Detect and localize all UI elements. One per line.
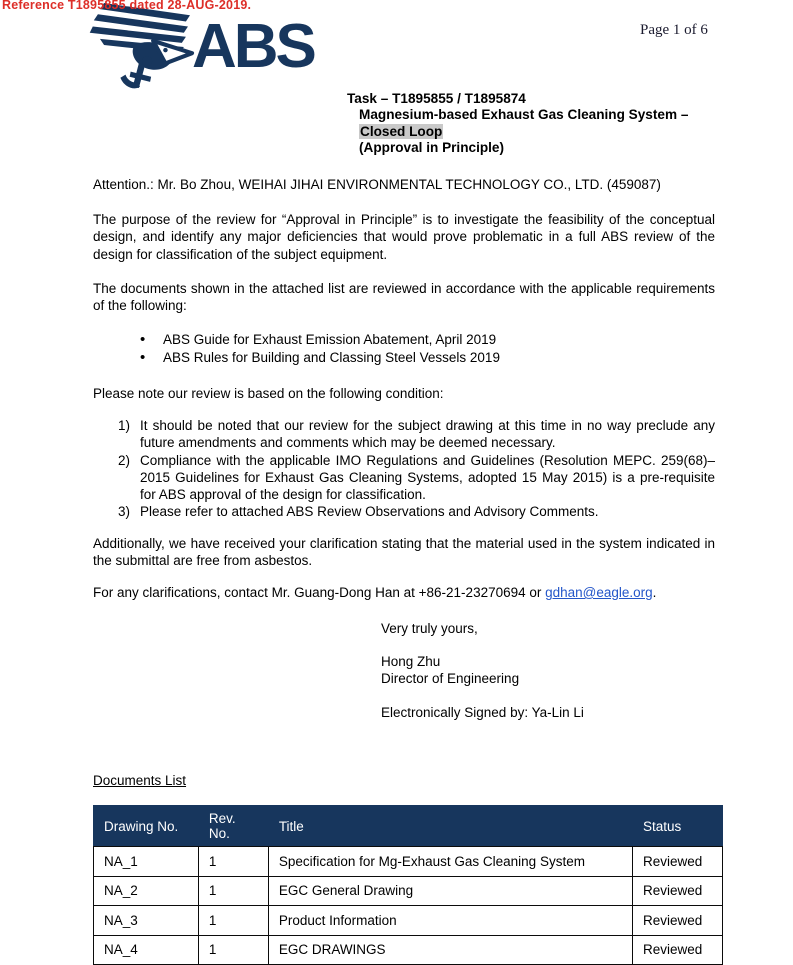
reference-line: Reference T1895855 dated 28-AUG-2019. [2, 0, 252, 12]
list-item: 2) Compliance with the applicable IMO Regulations and Guidelines (Resolution MEPC. 259(68)– 2015 Guidelines for Exhaust Gas Cleaning Systems, adopted 15 May 2015) is a pre-requisite for ABS approval of the design for classification. [118, 452, 715, 503]
paragraph-asbestos: Additionally, we have received your clarification stating that the material used in the system indicated in the submittal are free from asbestos. [93, 536, 715, 569]
column-header-title: Title [268, 806, 632, 847]
documents-table [93, 805, 723, 965]
table-header-row [94, 806, 723, 847]
closing-line: Very truly yours, [381, 621, 478, 636]
cell-title: EGC General Drawing [268, 876, 632, 906]
table-row [94, 847, 723, 877]
cell-status: Reviewed [633, 876, 723, 906]
table-row [94, 935, 723, 965]
column-header-drawing-no: Drawing No. [94, 806, 199, 847]
signature-block [381, 653, 711, 688]
documents-list-heading: Documents List [93, 773, 187, 788]
table-row [94, 906, 723, 936]
cell-status: Reviewed [633, 935, 723, 965]
list-marker: 3) [118, 504, 131, 520]
page-number: Page 1 of 6 [640, 22, 708, 38]
task-system-line: Magnesium-based Exhaust Gas Cleaning System – [359, 107, 689, 123]
task-closed-loop-line [347, 124, 688, 140]
paragraph-contact: For any clarifications, contact Mr. Guang-Dong Han at +86-21-23270694 or gdhan@eagle.org. [93, 585, 657, 600]
signer-name: Hong Zhu [381, 654, 441, 669]
paragraph-documents-reviewed: The documents shown in the attached list are reviewed in accordance with the applicable requirements of the following: [93, 281, 715, 314]
cell-rev-no: 1 [198, 935, 268, 965]
guides-bullet-list [93, 331, 715, 367]
paragraph-condition-intro: Please note our review is based on the following condition: [93, 386, 444, 401]
cell-rev-no: 1 [198, 876, 268, 906]
task-number-line: Task – T1895855 / T1895874 [347, 91, 526, 106]
task-heading [347, 91, 688, 157]
task-approval-line: (Approval in Principle) [359, 140, 505, 156]
cell-status: Reviewed [633, 906, 723, 936]
column-header-rev-no: Rev. No. [198, 806, 268, 847]
cell-rev-no: 1 [198, 906, 268, 936]
cell-drawing-no: NA_4 [94, 935, 199, 965]
cell-title: EGC DRAWINGS [268, 935, 632, 965]
highlighted-text: Closed Loop [360, 123, 443, 139]
table-row [94, 876, 723, 906]
cell-title: Specification for Mg-Exhaust Gas Cleaning System [268, 847, 632, 877]
cell-title: Product Information [268, 906, 632, 936]
column-header-status: Status [633, 806, 723, 847]
list-item: • ABS Guide for Exhaust Emission Abatement, April 2019 [93, 331, 715, 349]
abs-eagle-icon [86, 2, 206, 90]
list-item: 3) Please refer to attached ABS Review Observations and Advisory Comments. [118, 504, 599, 520]
cell-drawing-no: NA_1 [94, 847, 199, 877]
cell-drawing-no: NA_3 [94, 906, 199, 936]
attention-line: Attention.: Mr. Bo Zhou, WEIHAI JIHAI ENVIRONMENTAL TECHNOLOGY CO., LTD. (459087) [93, 177, 661, 192]
cell-drawing-no: NA_2 [94, 876, 199, 906]
list-marker: 2) [118, 452, 131, 468]
signer-title: Director of Engineering [381, 671, 520, 687]
conditions-numbered-list [93, 417, 715, 521]
email-link[interactable]: gdhan@eagle.org [545, 585, 653, 600]
cell-rev-no: 1 [198, 847, 268, 877]
list-item: • ABS Rules for Building and Classing Steel Vessels 2019 [93, 349, 715, 367]
cell-status: Reviewed [633, 847, 723, 877]
abs-logo [86, 2, 314, 90]
list-item: 1) It should be noted that our review for the subject drawing at this time in no way preclude any future amendments and comments which may be deemed necessary. [118, 418, 715, 451]
paragraph-purpose: The purpose of the review for “Approval in Principle” is to investigate the feasibility of the conceptual design, and identify any major deficiencies that would prove problematic in a full ABS review of the design for classification of the subject equipment. [93, 212, 715, 262]
list-marker: 1) [118, 418, 131, 433]
abs-logo-wordmark: ABS [192, 12, 314, 81]
electronic-signature-line: Electronically Signed by: Ya-Lin Li [381, 705, 584, 720]
